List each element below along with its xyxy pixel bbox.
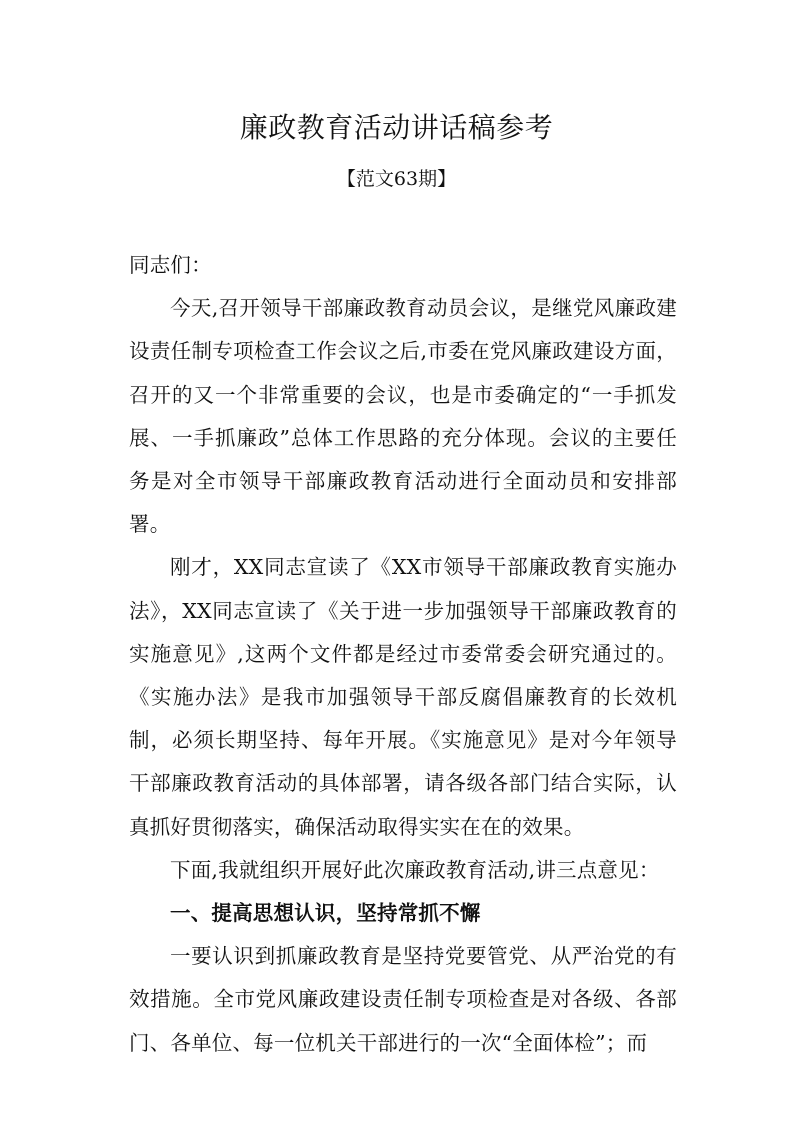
paragraph-2: 刚才，XX同志宣读了《XX市领导干部廉政教育实施办法》，XX同志宣读了《关于进一步加强领导干部廉政教育的实施意见》,这两个文件都是经过市委常委会研究通过的。《实施办法》是我市加强领导干部反腐倡廉教育的长效机制，必须长期坚持、每年开展。《实施意见》是对今年领导干部廉政教育活动的具体部署，请各级各部门结合实际，认真抓好贯彻落实，确保活动取得实实在在的效果。 bbox=[129, 555, 677, 839]
document-subtitle: 【范文63期】 bbox=[336, 168, 457, 190]
section-heading-1: 一、提高思想认识，坚持常抓不懈 bbox=[170, 901, 481, 926]
salutation: 同志们： bbox=[129, 253, 212, 277]
document-title: 廉政教育活动讲话稿参考 bbox=[239, 111, 554, 144]
paragraph-4: 一要认识到抓廉政教育是坚持党要管党、从严治党的有效措施。全市党风廉政建设责任制专项检查是对各级、各部门、各单位、每一位机关干部进行的一次“全面体检”；而 bbox=[129, 944, 677, 1055]
paragraph-3: 下面,我就组织开展好此次廉政教育活动,讲三点意见： bbox=[170, 857, 660, 882]
document-body bbox=[129, 244, 677, 1065]
paragraph-1: 今天,召开领导干部廉政教育动员会议，是继党风廉政建设责任制专项检查工作会议之后,市委在党风廉政建设方面，召开的又一个非常重要的会议，也是市委确定的“一手抓发展、一手抓廉政”总体工作思路的充分体现。会议的主要任务是对全市领导干部廉政教育活动进行全面动员和安排部署。 bbox=[129, 296, 677, 537]
